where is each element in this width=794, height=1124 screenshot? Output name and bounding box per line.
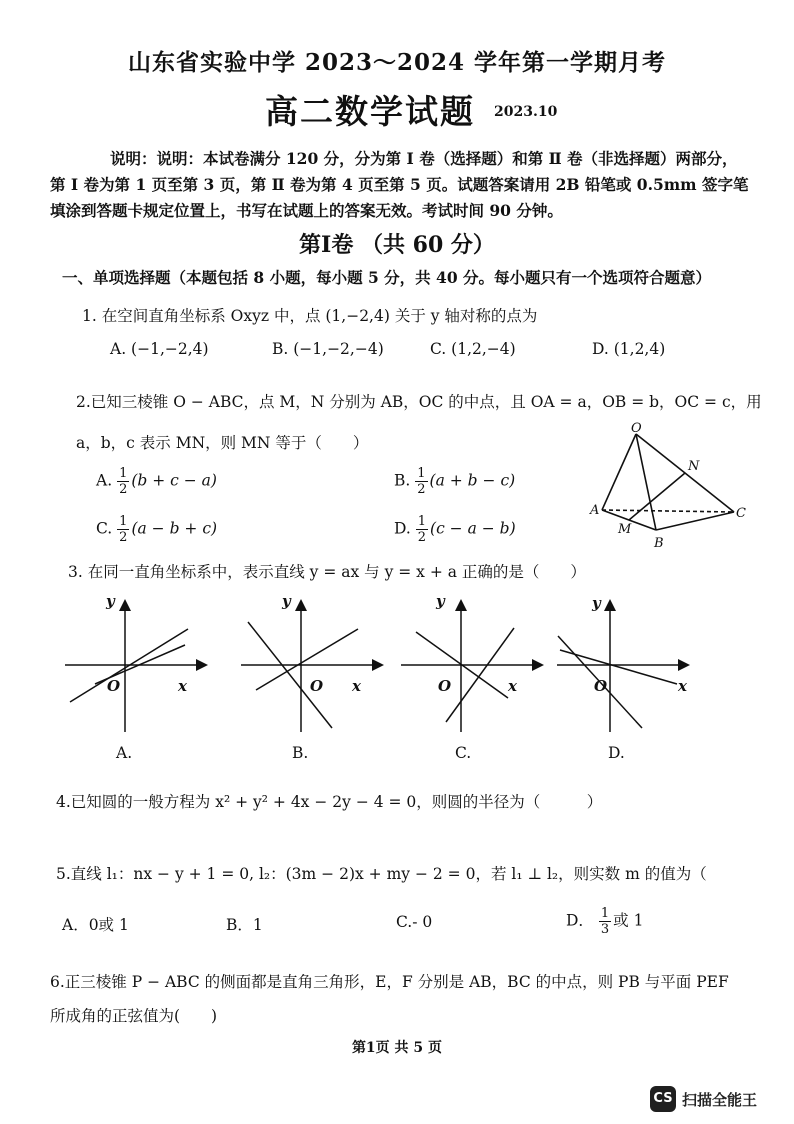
option-letter: B.: [394, 471, 411, 490]
instructions-line-2: 第 Ⅰ 卷为第 1 页至第 3 页，第 Ⅱ 卷为第 4 页至第 5 页。试题答案请用 2B 铅笔或 0.5mm 签字笔: [50, 175, 749, 194]
graph-a-label: A.: [116, 744, 133, 762]
origin-label: O: [310, 677, 324, 695]
option-letter: D.: [394, 519, 411, 538]
axis-label-x: x: [508, 677, 517, 695]
question-6-stem-line-2: 所成角的正弦值为( ): [50, 1007, 218, 1025]
option-letter: D．: [566, 911, 594, 930]
fraction-denominator: 2: [119, 530, 128, 545]
axis-label-y: y: [592, 594, 601, 612]
question-1-option-b: B. (−1,−2,−4): [272, 340, 384, 358]
question-1-option-d: D. (1,2,4): [592, 340, 666, 358]
question-2-stem-line-1: 2.已知三棱锥 O − ABC，点 M，N 分别为 AB，OC 的中点，且 OA = a，OB = b，OC = c，用: [76, 393, 762, 411]
origin-label: O: [594, 677, 608, 695]
fraction-denominator: 2: [417, 482, 426, 497]
option-expression: (a + b − c): [429, 471, 516, 490]
fraction-numerator: 1: [417, 514, 427, 529]
graph-c: [396, 592, 546, 737]
option-expression: (a − b + c): [131, 519, 218, 538]
question-2-stem-line-2: a，b，c 表示 MN，则 MN 等于（ ）: [76, 434, 369, 452]
question-2-option-c: [96, 514, 217, 545]
question-5-option-a: A．0或 1: [62, 916, 129, 934]
tetrahedron-figure: [584, 420, 754, 555]
graph-c-label: C.: [455, 744, 472, 762]
part-heading: 一、单项选择题（本题包括 8 小题，每小题 5 分，共 40 分。每小题只有一个选项符合题意）: [62, 268, 712, 287]
exam-title: 山东省实验中学 2023～2024 学年第一学期月考: [127, 49, 667, 76]
graph-b-label: B.: [292, 744, 309, 762]
question-4-stem: 4.已知圆的一般方程为 x² + y² + 4x − 2y − 4 = 0，则圆的半径为（ ）: [56, 793, 603, 811]
question-1-stem: 1. 在空间直角坐标系 Oxyz 中，点 (1,−2,4) 关于 y 轴对称的点为: [82, 307, 538, 325]
line-2: [256, 629, 358, 690]
question-1-option-c: C. (1,2,−4): [430, 340, 516, 358]
label-c: C: [736, 506, 746, 521]
axis-label-y: y: [282, 592, 291, 610]
axis-label-y: y: [436, 592, 445, 610]
question-5-stem: 5.直线 l₁：nx − y + 1 = 0, l₂：(3m − 2)x + my − 2 = 0，若 l₁ ⊥ l₂，则实数 m 的值为（: [56, 865, 707, 883]
axis-label-x: x: [678, 677, 687, 695]
label-b: B: [654, 536, 664, 551]
label-o: O: [631, 421, 642, 436]
fraction-numerator: 1: [119, 514, 128, 529]
graph-d: [552, 592, 702, 737]
segment-mn: [629, 473, 685, 520]
exam-subtitle: 高二数学试题: [265, 92, 475, 131]
line-1: [248, 622, 332, 728]
edge-ac-hidden: [602, 510, 734, 512]
fraction-numerator: 1: [417, 466, 426, 481]
question-6-stem-line-1: 6.正三棱锥 P − ABC 的侧面都是直角三角形，E，F 分别是 AB，BC 的中点，则 PB 与平面 PEF: [50, 973, 729, 991]
label-m: M: [618, 522, 632, 537]
edge-oa: [602, 434, 636, 510]
fraction-half: [117, 514, 129, 545]
question-1-option-a: A. (−1,−2,4): [110, 340, 209, 358]
question-2-option-a: [96, 466, 217, 497]
fraction-denominator: 2: [119, 482, 128, 497]
axis-label-y: y: [106, 592, 115, 610]
question-3-stem: 3. 在同一直角坐标系中，表示直线 y = ax 与 y = x + a 正确的是（ ）: [68, 563, 586, 581]
option-expression: (b + c − a): [131, 471, 217, 490]
axis-label-x: x: [352, 677, 361, 695]
camscanner-logo-icon: CS: [650, 1086, 676, 1112]
exam-date: 2023.10: [494, 104, 558, 120]
fraction-numerator: 1: [119, 466, 128, 481]
option-letter: C.: [96, 519, 113, 538]
instructions-line-1: 说明：说明：本试卷满分 120 分，分为第 Ⅰ 卷（选择题）和第 Ⅱ 卷（非选择题）两部分，: [110, 149, 738, 168]
option-expression: (c − a − b): [430, 519, 516, 538]
fraction-half: [415, 466, 427, 497]
fraction-denominator: 2: [417, 530, 427, 545]
question-2-option-d: [394, 514, 516, 545]
instructions-line-3: 填涂到答题卡规定位置上，书写在试题上的答案无效。考试时间 90 分钟。: [50, 201, 563, 220]
graph-b: [236, 592, 386, 737]
fraction-denominator: 3: [600, 922, 610, 937]
graph-a: [60, 592, 210, 737]
origin-label: O: [438, 677, 452, 695]
fraction-half: [416, 514, 428, 545]
origin-label: O: [107, 677, 121, 695]
line-2: [446, 628, 514, 722]
edge-bc: [656, 512, 734, 530]
label-n: N: [688, 459, 700, 474]
axis-label-x: x: [178, 677, 187, 695]
fraction-half: [117, 466, 129, 497]
section-title: 第Ⅰ卷 （共 60 分）: [299, 232, 495, 258]
option-suffix: 或 1: [613, 911, 644, 930]
camscanner-label: 扫描全能王: [682, 1091, 758, 1109]
question-2-option-b: [394, 466, 515, 497]
line-2: [560, 650, 677, 684]
instructions: [50, 146, 750, 224]
question-5-option-d: [566, 906, 643, 937]
fraction-numerator: 1: [600, 906, 610, 921]
page-footer: 第1页 共 5 页: [351, 1040, 443, 1056]
question-5-option-b: B．1: [226, 916, 263, 934]
question-5-option-c: C.- 0: [396, 913, 433, 931]
fraction-third: [599, 906, 611, 937]
graph-d-label: D.: [608, 744, 625, 762]
label-a: A: [590, 503, 600, 518]
option-letter: A.: [96, 471, 113, 490]
